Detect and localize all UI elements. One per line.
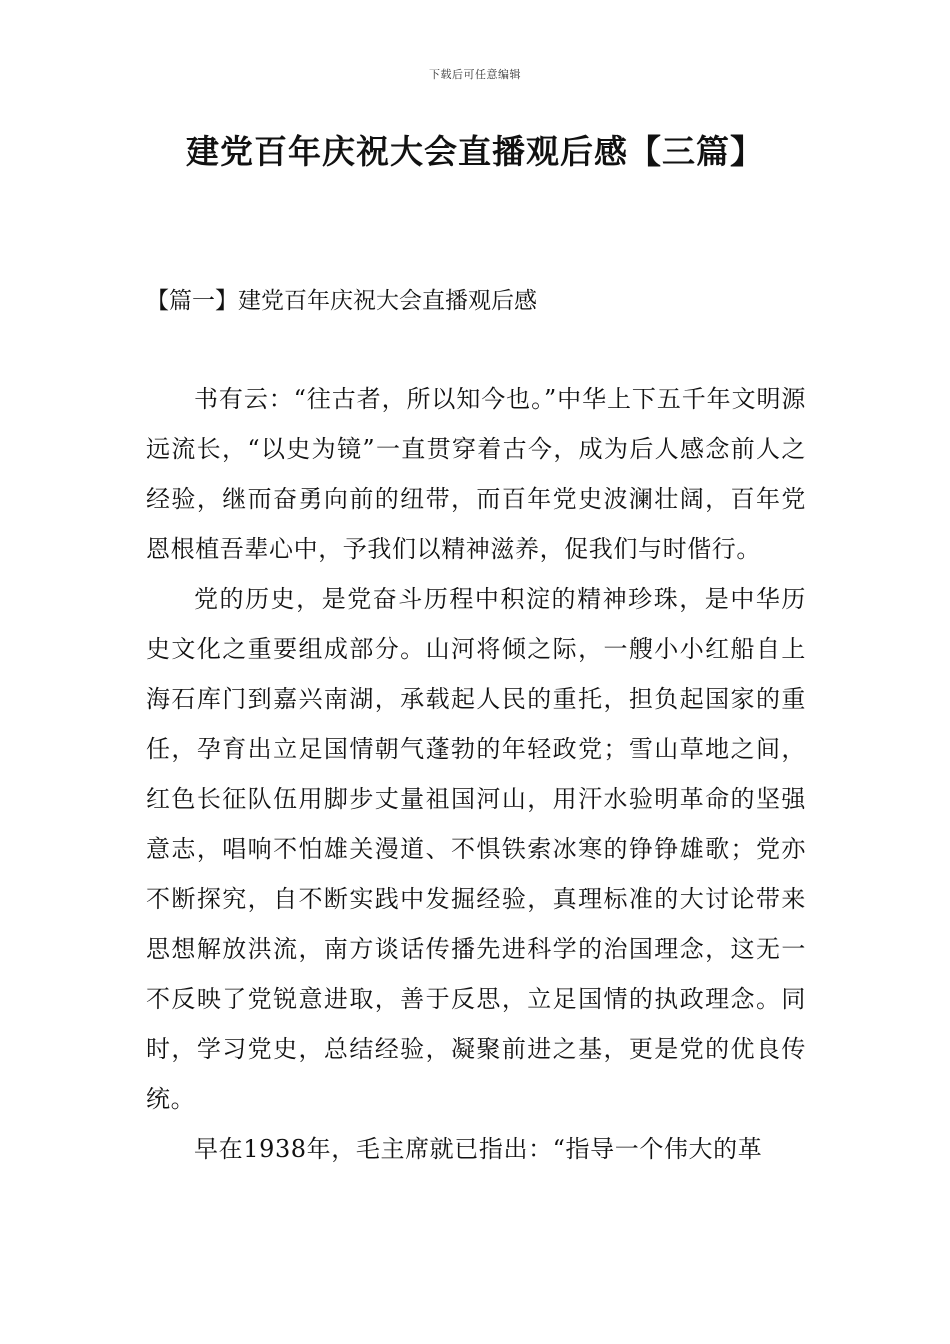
body-text [146,374,806,1174]
section-heading: 【篇一】建党百年庆祝大会直播观后感 [146,288,537,314]
paragraph: 书有云：“往古者，所以知今也。”中华上下五千年文明源远流长，“以史为镜”一直贯穿着古今，成为后人感念前人之经验，继而奋勇向前的纽带，而百年党史波澜壮阔，百年党恩根植吾辈心中，予我们以精神滋养，促我们与时偕行。 [146,385,806,563]
paragraph: 党的历史，是党奋斗历程中积淀的精神珍珠，是中华历史文化之重要组成部分。山河将倾之际，一艘小小红船自上海石库门到嘉兴南湖，承载起人民的重托，担负起国家的重任，孕育出立足国情朝气蓬勃的年轻政党；雪山草地之间，红色长征队伍用脚步丈量祖国河山，用汗水验明革命的坚强意志，唱响不怕雄关漫道、不惧铁索冰寒的铮铮雄歌；党亦不断探究，自不断实践中发掘经验，真理标准的大讨论带来思想解放洪流，南方谈话传播先进科学的治国理念，这无一不反映了党锐意进取，善于反思，立足国情的执政理念。同时，学习党史，总结经验，凝聚前进之基，更是党的优良传统。 [146,585,806,1113]
document-title: 建党百年庆祝大会直播观后感【三篇】 [186,132,764,171]
paragraph: 早在1938年，毛主席就已指出：“指导一个伟大的革 [194,1135,763,1163]
header-note: 下载后可任意编辑 [429,68,521,81]
